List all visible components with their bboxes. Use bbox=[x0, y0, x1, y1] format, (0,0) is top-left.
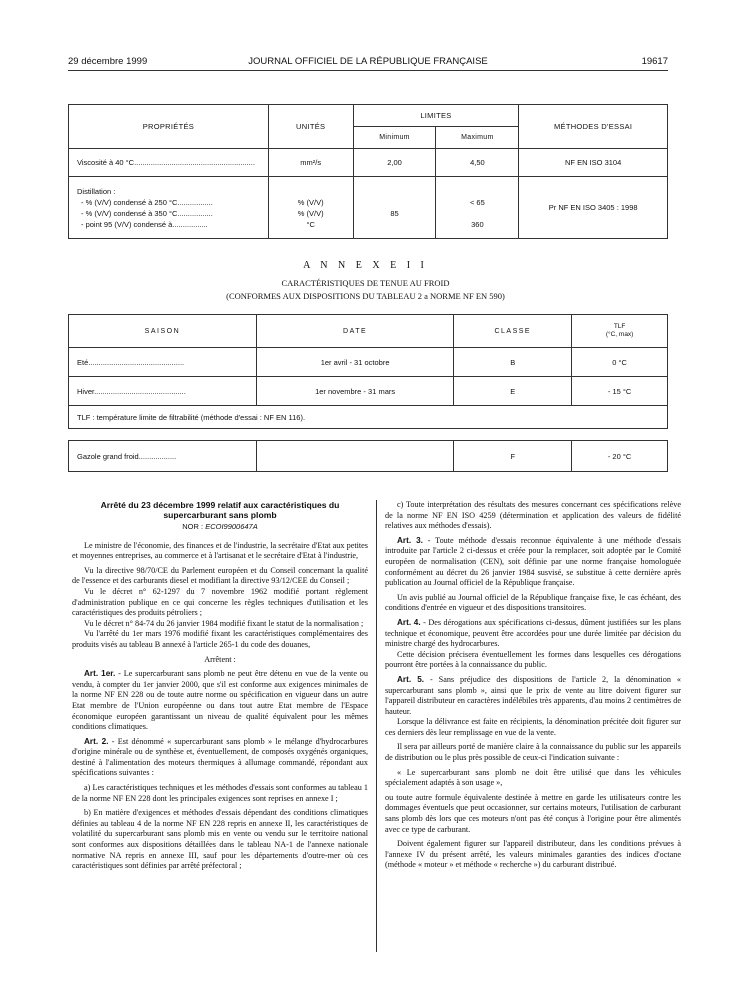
col-unites: UNITÉS bbox=[268, 105, 353, 149]
article-4 bbox=[385, 618, 681, 650]
viscosite-min: 2,00 bbox=[353, 149, 436, 177]
article-label: Art. 1er. bbox=[84, 669, 116, 679]
cold-resistance-table bbox=[68, 314, 668, 429]
article-text: - Le supercarburant sans plomb ne peut être détenu en vue de la vente ou vendu, à compter du 1er janvier 2000, que s'il est conforme aux exigences minimales de la norme NF EN 228 ou de toute autre norme ou spécification en vigueur dans un autre Etat membre de l'Union européenne ou dans tout autre Etat membre de l'Espace économique européen garantissant un niveau de qualité équivalent pour les mêmes conditions climatiques. bbox=[72, 669, 368, 732]
paragraph: Vu l'arrêté du 1er mars 1976 modifié fixant les caractéristiques complémentaires des produits visés au tableau B annexé à l'article 265-1 du code des douanes, bbox=[72, 629, 368, 649]
left-column bbox=[72, 500, 368, 876]
grand-froid-table bbox=[68, 440, 668, 472]
header-title: JOURNAL OFFICIEL DE LA RÉPUBLIQUE FRANÇAISE bbox=[248, 56, 488, 67]
article-text: - Des dérogations aux spécifications ci-dessus, dûment justifiées sur les plans technique et économique, peuvent être accordées pour une durée limitée par décision du ministre chargé des hydrocarbures. bbox=[385, 617, 681, 649]
classe-cell: B bbox=[454, 348, 572, 377]
distillation-method: Pr NF EN ISO 3405 : 1998 bbox=[519, 177, 668, 239]
arretent: Arrêtent : bbox=[204, 654, 236, 664]
distillation-max: < 65 bbox=[469, 197, 485, 207]
saison-cell: Gazole grand froid bbox=[77, 451, 139, 461]
viscosite-max: 4,50 bbox=[436, 149, 519, 177]
col-tlf-unit: (°C, max) bbox=[605, 331, 634, 338]
paragraph: Un avis publié au Journal officiel de la République française fixe, le cas échéant, des conditions d'entrée en vigueur et des dispositions transitoires. bbox=[385, 592, 681, 613]
article-2 bbox=[72, 737, 368, 779]
article-text: - Sans préjudice des dispositions de l'article 2, la dénomination « supercarburant sans plomb », ainsi que le prix de vente au litre doivent figurer sur l'appareil distributeur en caractères indélébiles très apparents, d'au moins 2 centimètres de hauteur. bbox=[385, 674, 681, 716]
table-row: Viscosité à 40 °C.......................................................... mm²/s 2,00 4,50 NF EN ISO 3104 bbox=[69, 149, 668, 177]
nor-reference bbox=[72, 522, 368, 533]
col-limites: LIMITES bbox=[353, 105, 519, 127]
paragraph: Le ministre de l'économie, des finances et de l'industrie, la secrétaire d'Etat aux petites et moyennes entreprises, au commerce et à l'artisanat et le secrétaire d'Etat à l'industrie, bbox=[72, 540, 368, 561]
saison-cell: Hiver bbox=[77, 386, 95, 396]
header-rule bbox=[68, 70, 668, 71]
distillation-label: Distillation : bbox=[77, 186, 116, 196]
article-label: Art. 5. bbox=[397, 674, 425, 684]
header-page-number: 19617 bbox=[641, 56, 668, 67]
distillation-unit: % (V/V) bbox=[297, 208, 324, 218]
saison-cell: Eté bbox=[77, 357, 89, 367]
properties-table bbox=[68, 104, 668, 239]
col-proprietes: PROPRIÉTÉS bbox=[69, 105, 269, 149]
article-text: - Toute méthode d'essais reconnue équivalente à une méthode d'essais introduite par l'article 2 ci-dessus et créée pour la remplacer, soit adoptée par le Comité européen de normalisation (CEN), soit définie par une norme française homologuée conformément au décret du 26 janvier 1984 susvisé, se substitue à cette dernière après publication au Journal officiel de la République française. bbox=[385, 535, 681, 588]
article-3 bbox=[385, 536, 681, 589]
paragraph: Vu le décret n° 62-1297 du 7 novembre 1962 modifié portant règlement d'administration publique en ce qui concerne les règles techniques d'utilisation et les caractéristiques des produits pétroliers ; bbox=[72, 586, 368, 618]
quote: « Le supercarburant sans plomb ne doit être utilisé que dans les véhicules spécialement adaptés à son usage », bbox=[385, 767, 681, 788]
paragraph: Il sera par ailleurs porté de manière claire à la connaissance du public sur les appareils de distribution ou le plus près possible de ceux-ci l'indication suivante : bbox=[385, 742, 681, 763]
article-1 bbox=[72, 669, 368, 733]
arrete-title: Arrêté du 23 décembre 1999 relatif aux caractéristiques du supercarburant sans plomb bbox=[100, 500, 340, 520]
col-tlf: TLF bbox=[613, 323, 626, 330]
nor-value: ECOI9900647A bbox=[205, 522, 258, 531]
distillation-line: - point 95 (V/V) condensé à bbox=[81, 219, 173, 229]
paragraph: c) Toute interprétation des résultats des mesures concernant ces spécifications relève de la norme NF EN ISO 4259 (détermination et application des valeurs de fidélité relatives aux méthodes d'essais). bbox=[385, 500, 681, 531]
col-classe: CLASSE bbox=[454, 315, 572, 348]
tlf-cell: 0 °C bbox=[572, 348, 668, 377]
classe-cell: F bbox=[454, 441, 572, 472]
annexe-heading bbox=[0, 260, 731, 303]
paragraph: Vu le décret n° 84-74 du 26 janvier 1984 modifié fixant le statut de la normalisation ; bbox=[84, 618, 364, 628]
viscosite-method: NF EN ISO 3104 bbox=[519, 149, 668, 177]
distillation-max: 360 bbox=[471, 219, 484, 229]
tlf-cell: - 20 °C bbox=[572, 441, 668, 472]
annexe-subtitle-2: (CONFORMES AUX DISPOSITIONS DU TABLEAU 2 a NORME NF EN 590) bbox=[226, 291, 505, 301]
article-label: Art. 4. bbox=[397, 617, 421, 627]
tlf-note: TLF : température limite de filtrabilité (méthode d'essai : NF EN 116). bbox=[69, 406, 668, 429]
col-minimum: Minimum bbox=[353, 127, 436, 149]
annexe-title: A N N E X E I I bbox=[303, 260, 428, 271]
paragraph: Cette décision précisera éventuellement les formes dans lesquelles ces dérogations pourront être portées à la connaissance du public. bbox=[385, 649, 681, 670]
distillation-min: 85 bbox=[390, 208, 399, 218]
viscosite-unit: mm²/s bbox=[268, 149, 353, 177]
date-cell: 1er novembre - 31 mars bbox=[256, 377, 454, 406]
article-label: Art. 3. bbox=[397, 535, 423, 545]
header-date: 29 décembre 1999 bbox=[68, 56, 148, 67]
distillation-max bbox=[437, 208, 517, 219]
table-row: Eté.............................................. 1er avril - 31 octobre B 0 °C bbox=[69, 348, 668, 377]
nor-label: NOR : bbox=[182, 522, 204, 531]
paragraph: ou toute autre formule équivalente destinée à mettre en garde les utilisateurs contre les dommages éventuels que peut occasionner, sur certains moteurs, l'utilisation de carburant sans plomb dès lors que ces moteurs n'ont pas été conçus à l'origine pour être alimentés avec ce type de carburant. bbox=[385, 792, 681, 834]
article-text: - Est dénommé « supercarburant sans plomb » le mélange d'hydrocarbures d'origine minérale ou de synthèse et, éventuellement, de composés oxygénés organiques, destiné à l'alimentation des moteurs thermiques à allumage commandé, répondant aux spécifications suivantes : bbox=[72, 736, 368, 778]
col-date: DATE bbox=[256, 315, 454, 348]
tlf-cell: - 15 °C bbox=[572, 377, 668, 406]
right-column bbox=[385, 500, 681, 875]
viscosite-label: Viscosité à 40 °C bbox=[77, 158, 135, 167]
paragraph: Vu la directive 98/70/CE du Parlement européen et du Conseil concernant la qualité de l'essence et des carburants diesel et modifiant la directive 93/12/CEE du Conseil ; bbox=[72, 565, 368, 586]
article-5 bbox=[385, 675, 681, 717]
distillation-line: - % (V/V) condensé à 350 °C bbox=[81, 208, 178, 218]
classe-cell: E bbox=[454, 377, 572, 406]
col-maximum: Maximum bbox=[436, 127, 519, 149]
paragraph: Lorsque la délivrance est faite en récipients, la dénomination précitée doit figurer sur ces derniers dès leur remplissage en vue de la vente. bbox=[385, 717, 681, 737]
column-divider bbox=[376, 500, 377, 952]
distillation-unit: °C bbox=[306, 219, 315, 229]
col-methodes: MÉTHODES D'ESSAI bbox=[519, 105, 668, 149]
article-label: Art. 2. bbox=[84, 736, 109, 746]
paragraph: Doivent également figurer sur l'appareil distributeur, dans les conditions prévues à l'annexe IV du présent arrêté, les valeurs minimales garanties des indices d'octane (méthode « moteur » et méthode « recherche ») du carburant distribué. bbox=[385, 839, 681, 870]
paragraph: a) Les caractéristiques techniques et les méthodes d'essais sont conformes au tableau 1 de la norme NF EN 228 dont les principales exigences sont reprises en annexe I ; bbox=[72, 783, 368, 803]
table-row: Gazole grand froid.................. F - 20 °C bbox=[69, 441, 668, 472]
page-header bbox=[68, 56, 668, 68]
annexe-subtitle-1: CARACTÉRISTIQUES DE TENUE AU FROID bbox=[281, 278, 450, 288]
date-cell bbox=[256, 441, 454, 472]
distillation-line: - % (V/V) condensé à 250 °C bbox=[81, 197, 178, 207]
date-cell: 1er avril - 31 octobre bbox=[256, 348, 454, 377]
table-row: Hiver............................................ 1er novembre - 31 mars E - 15 °C bbox=[69, 377, 668, 406]
table-row: Distillation : - % (V/V) condensé à 250 °C................. - % (V/V) condensé à 350 °C................. - point 95 (V/V) condensé à................. % (V/V) % (V/V) °C 85 < 65 360 Pr NF EN ISO 3405 : 1998 bbox=[69, 177, 668, 239]
paragraph: b) En matière d'exigences et méthodes d'essais dépendant des conditions climatiques définies au tableau 4 de la norme NF EN 228 repris en annexe II, les caractéristiques de volatilité du supercarburant sans plomb mis en vente ou vendu sur le territoire national sont conformes aux dispositions détaillées dans le tableau NA-1 de l'annexe nationale normative NA repris en annexe III, sauf pour les départements d'outre-mer où ces caractéristiques sont définies par arrêté préfectoral ; bbox=[72, 808, 368, 871]
distillation-unit: % (V/V) bbox=[297, 197, 324, 207]
col-saison: SAISON bbox=[69, 315, 257, 348]
